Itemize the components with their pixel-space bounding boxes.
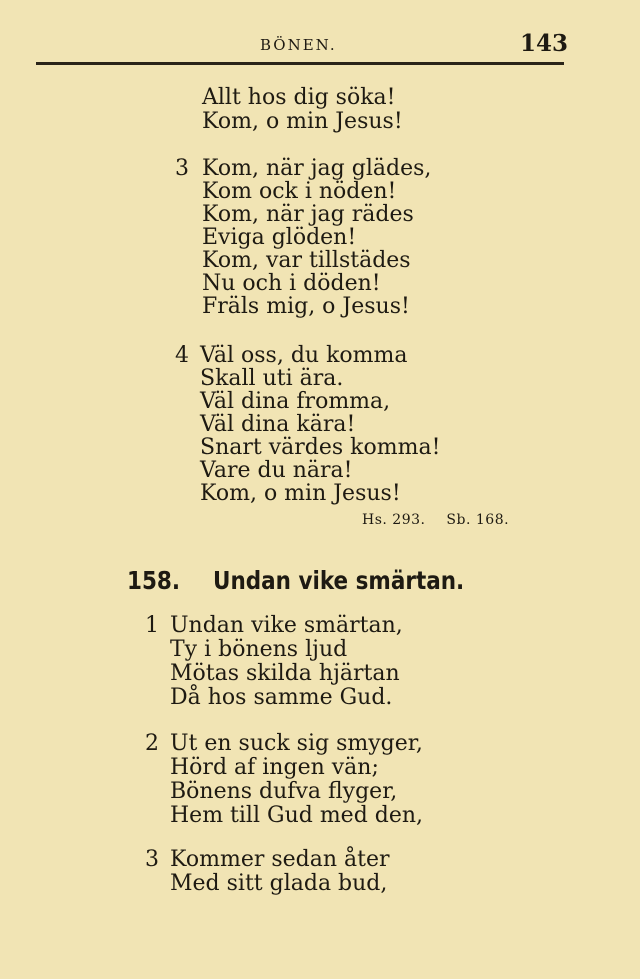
verse-line: Snart värdes komma! (200, 435, 441, 460)
verse-line: Med sitt glada bud, (170, 871, 388, 896)
stanza-number: 1 (145, 613, 159, 638)
hs-reference: Hs. 293. (362, 512, 426, 528)
sb-reference: Sb. 168. (446, 512, 510, 528)
verse-line: Nu och i döden! (202, 271, 381, 296)
verse-line: Kom, när jag glädes, (202, 156, 432, 181)
verse-line: Kom, när jag rädes (202, 202, 414, 227)
verse-line: Då hos samme Gud. (170, 685, 393, 710)
header-rule (36, 62, 564, 65)
verse-line: Undan vike smärtan, (170, 613, 403, 638)
page-number: 143 (520, 30, 569, 57)
hymn-number: 158. (127, 566, 181, 595)
verse-line: Vare du nära! (200, 458, 353, 483)
verse-line: Ut en suck sig smyger, (170, 731, 423, 756)
verse-line: Ty i bönens ljud (170, 637, 348, 662)
stanza-number: 3 (175, 156, 189, 181)
stanza-number: 2 (145, 731, 159, 756)
verse-line: Väl dina fromma, (200, 389, 391, 414)
verse-line: Fräls mig, o Jesus! (202, 294, 410, 319)
verse-line: Skall uti ära. (200, 366, 344, 391)
verse-line: Allt hos dig söka! (202, 85, 396, 110)
verse-line: Kom, o min Jesus! (200, 481, 401, 506)
verse-line: Eviga glöden! (202, 225, 357, 250)
hymn-references (362, 512, 509, 528)
verse-line: Kom ock i nöden! (202, 179, 397, 204)
verse-line: Kommer sedan åter (170, 847, 390, 872)
verse-line: Kom, o min Jesus! (202, 109, 403, 134)
verse-line: Bönens dufva flyger, (170, 779, 398, 804)
stanza-number: 4 (175, 343, 189, 368)
verse-line: Mötas skilda hjärtan (170, 661, 400, 686)
hymn-title: Undan vike smärtan. (213, 566, 465, 595)
verse-line: Väl oss, du komma (200, 343, 408, 368)
stanza-number: 3 (145, 847, 159, 872)
verse-line: Väl dina kära! (200, 412, 356, 437)
running-head: BÖNEN. (260, 36, 337, 54)
verse-line: Hem till Gud med den, (170, 803, 424, 828)
verse-line: Hörd af ingen vän; (170, 755, 379, 780)
verse-line: Kom, var tillstädes (202, 248, 411, 273)
